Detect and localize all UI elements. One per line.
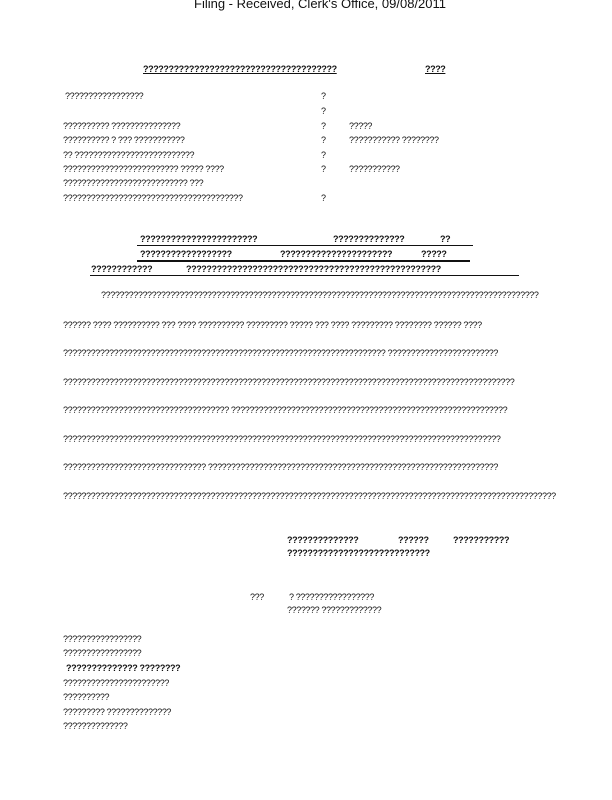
date-line: ??? [250,592,264,602]
notice-cell: ?????????????????????? [280,249,393,259]
caption-line: ????????????????? [65,91,144,101]
notice-cell: ??????????????????????? [140,234,258,244]
notice-cell: ?? [440,234,451,244]
caption-divider-mark: ? [321,121,326,131]
contact-line: ?????????????? [63,721,128,731]
caption-divider-mark: ? [321,193,326,203]
caption-divider-mark: ? [321,164,326,174]
notice-rule [90,275,519,276]
caption-right-line: ??????????? [349,164,400,174]
filing-stamp: Filing - Received, Clerk's Office, 09/08/2011 [194,0,447,11]
caption-divider-mark: ? [321,150,326,160]
body-line: ?????? ???? ?????????? ??? ???? ?????????? ????????? ????? ??? ???? ????????? ???????? ?????? ???? [63,320,482,330]
signature-line: ?????????????? [287,535,359,545]
body-line: ??????????????????????????????????????????????????????????????????????????????????????????????????????????? [63,491,556,501]
contact-line: ????????????????? [63,634,142,644]
body-line: ??????????????????????????????????????????????????????????????????????????????????????????????? [63,434,501,444]
caption-right-line: ????? [349,121,373,131]
caption-right-line: ??????????? ???????? [349,135,439,145]
contact-line: ?????????????? ???????? [66,663,181,673]
signature-line: ??????????? [453,535,510,545]
caption-line: ?????????? ? ??? ??????????? [63,135,185,145]
notice-rule [137,260,470,262]
signature-line: ???????????????????????????? [287,548,430,558]
caption-divider-mark: ? [321,106,326,116]
signature-line: ?????? [398,535,429,545]
caption-divider-mark: ? [321,91,326,101]
caption-divider-mark: ? [321,135,326,145]
notice-cell: ????? [421,249,447,259]
caption-line: ????????????????????????? ????? ???? [63,164,224,174]
caption-line: ??????????????????????????? ??? [63,178,204,188]
notice-cell: ?????????????? [333,234,405,244]
caption-line: ?? ?????????????????????????? [63,150,195,160]
notice-cell: ?????????????????? [140,249,232,259]
body-line: ??????????????????????????????? ??????????????????????????????????????????????????????????????? [63,462,499,472]
date-line: ??????? ????????????? [287,605,382,615]
notice-cell: ?????????????????????????????????????????????????? [186,264,441,274]
notice-cell: ???????????? [91,264,153,274]
date-line: ? ????????????????? [289,592,374,602]
body-line: ??????????????????????????????????????????????????????????????????????????????????????????????? [101,290,539,300]
caption-line: ??????????????????????????????????????? [63,193,243,203]
document-title-right: ???? [425,64,446,74]
body-line: ?????????????????????????????????????????????????????????????????????????????????????????????????? [63,377,515,387]
document-title: ?????????????????????????????????????? [143,64,337,74]
body-line: ?????????????????????????????????????????????????????????????????????? ???????????????????????? [63,348,499,358]
contact-line: ?????????? [63,692,110,702]
caption-line: ?????????? ??????????????? [63,121,181,131]
contact-line: ??????????????????????? [63,678,169,688]
contact-line: ????????????????? [63,648,142,658]
contact-line: ????????? ?????????????? [63,707,172,717]
notice-rule [137,245,473,246]
body-line: ???????????????????????????????????? ???????????????????????????????????????????????????????????? [63,405,508,415]
